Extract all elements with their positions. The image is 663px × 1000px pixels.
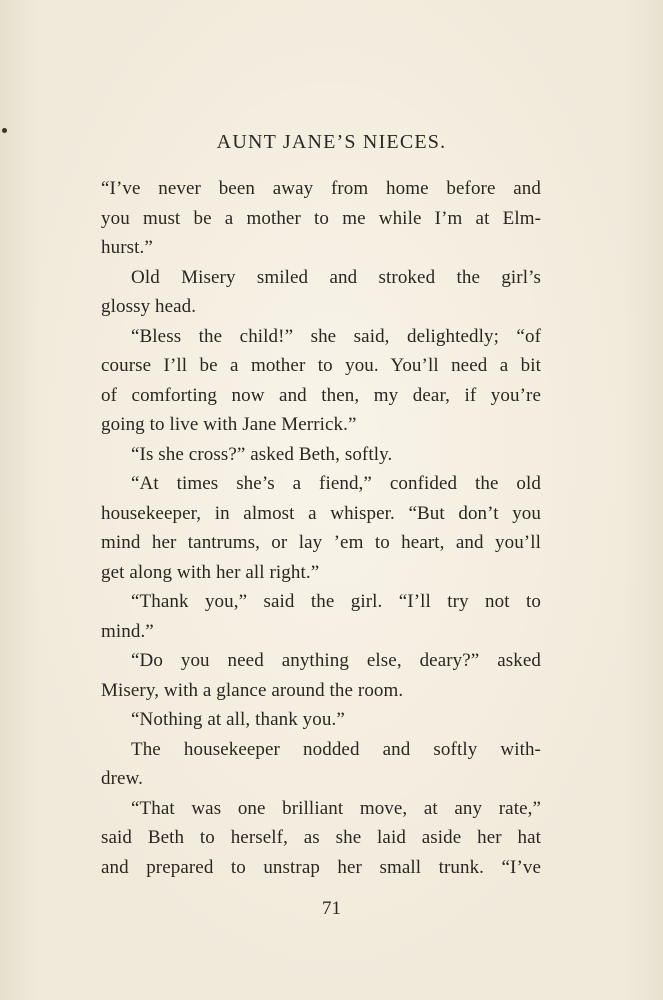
text-line: course I’ll be a mother to you. You’ll need a bit	[101, 355, 541, 376]
text-line: Old Misery smiled and stroked the girl’s	[131, 266, 541, 288]
text-line: The housekeeper nodded and softly with-	[131, 738, 541, 760]
text-line: drew.	[101, 768, 143, 789]
text-line: mind.”	[101, 620, 154, 642]
page-number: 71	[322, 898, 341, 919]
text-line: “I’ve never been away from home before and	[101, 178, 541, 199]
text-line: hurst.”	[101, 237, 153, 258]
running-head: AUNT JANE’S NIECES.	[216, 131, 447, 153]
text-line: Misery, with a glance around the room.	[101, 679, 404, 701]
text-line: get along with her all right.”	[101, 561, 320, 583]
text-line: of comforting now and then, my dear, if you’re	[101, 384, 541, 406]
text-line: “At times she’s a fiend,” confided the old	[131, 473, 541, 494]
text-line: “That was one brilliant move, at any rate,”	[131, 797, 541, 819]
text-line: housekeeper, in almost a whisper. “But don’t you	[101, 502, 541, 524]
text-line: glossy head.	[101, 296, 197, 317]
text-line: “Thank you,” said the girl. “I’ll try not to	[131, 591, 541, 612]
text-line: “Bless the child!” she said, delightedly; “of	[131, 325, 541, 347]
text-line: “Nothing at all, thank you.”	[131, 709, 345, 730]
text-line: “Is she cross?” asked Beth, softly.	[131, 443, 393, 465]
body-text	[101, 174, 541, 882]
text-line: you must be a mother to me while I’m at Elm-	[101, 207, 541, 229]
text-line: “Do you need anything else, deary?” asked	[131, 650, 541, 671]
text-line: and prepared to unstrap her small trunk. “I’ve	[101, 856, 541, 878]
text-line: mind her tantrums, or lay ’em to heart, and you’ll	[101, 532, 541, 553]
text-line: said Beth to herself, as she laid aside her hat	[101, 827, 541, 848]
text-line: going to live with Jane Merrick.”	[101, 414, 357, 435]
